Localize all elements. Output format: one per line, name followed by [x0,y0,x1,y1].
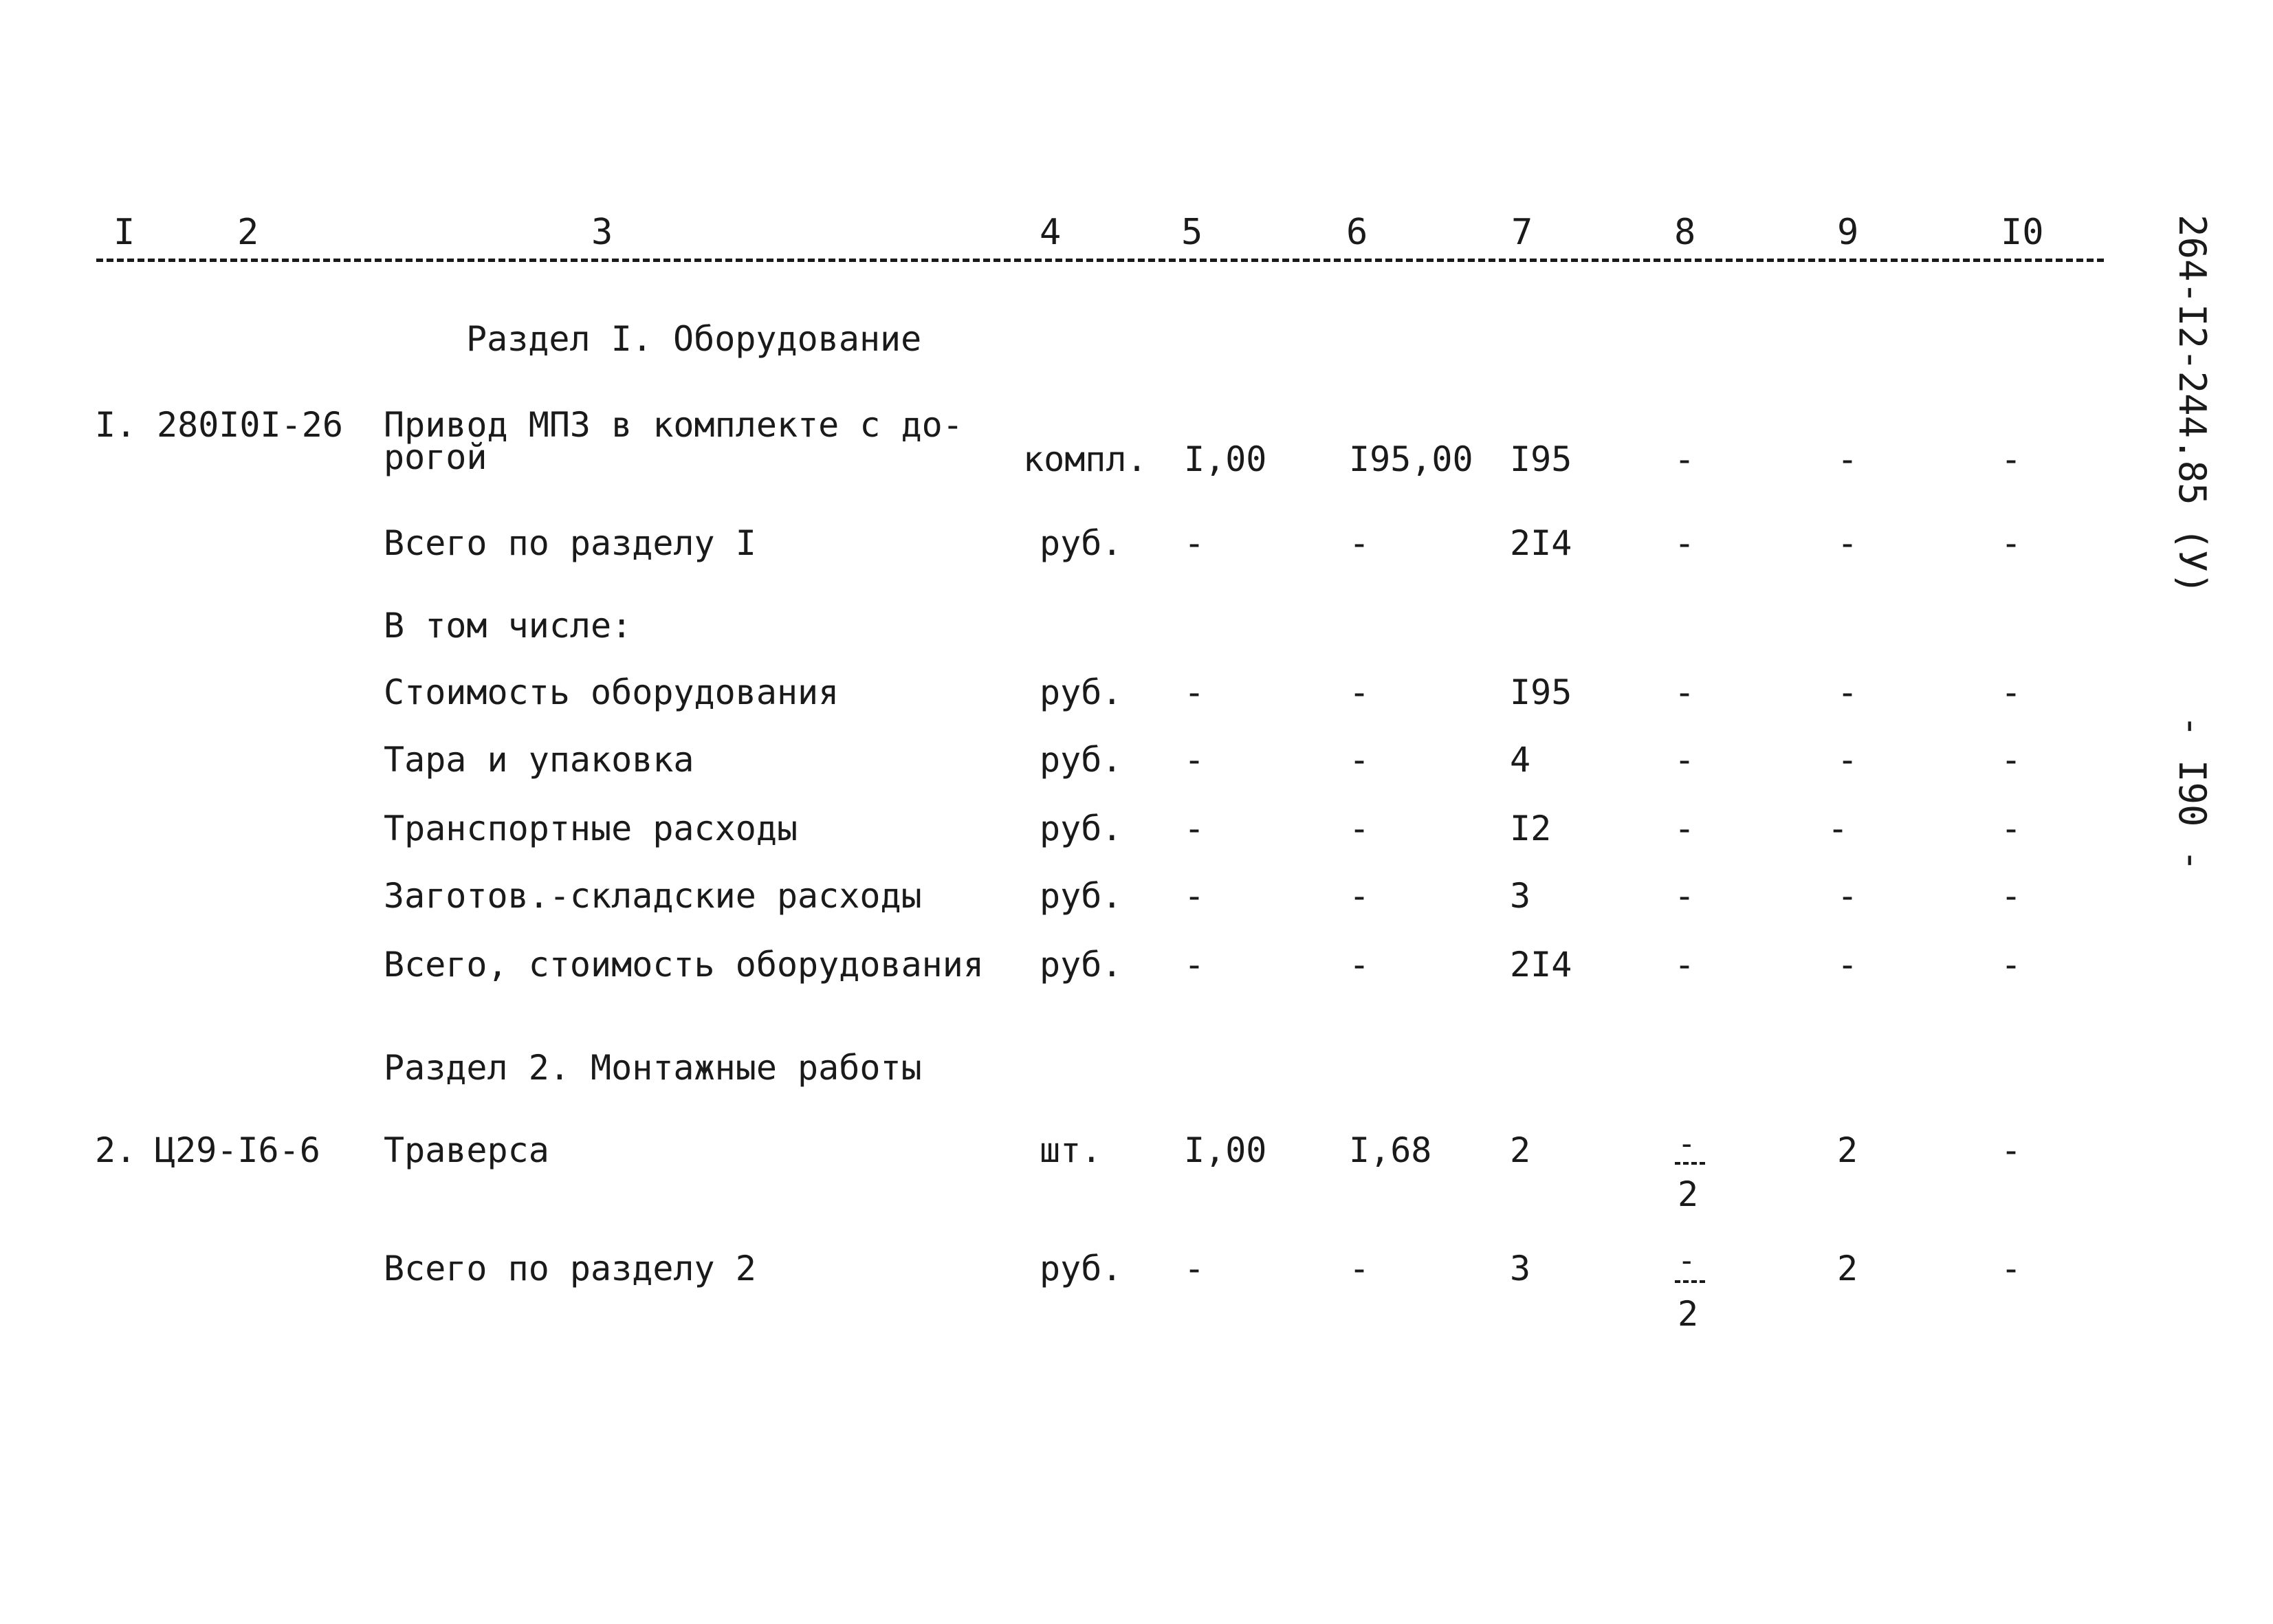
breakdown-row-0-unit: руб. [1040,672,1123,712]
breakdown-row-0-c7: I95 [1510,672,1572,712]
section2-total-c5: - [1184,1249,1205,1288]
section2-total-c6: - [1349,1249,1370,1288]
section2-total-label: Всего по разделу 2 [384,1249,756,1288]
item2-total: 2 [1510,1130,1531,1170]
item2-c10: - [2001,1130,2022,1170]
section1-total-c9: - [1837,523,1858,563]
item2-c8-fraction-line [1675,1162,1705,1165]
breakdown-row-1-c5: - [1184,740,1205,780]
breakdown-row-0-c6: - [1349,672,1370,712]
item2-unit: шт. [1040,1130,1102,1170]
breakdown-row-4-c5: - [1184,945,1205,985]
breakdown-row-3-c10: - [2001,876,2022,916]
breakdown-row-4-c7: 2I4 [1510,945,1572,985]
breakdown-row-1-label: Тара и упаковка [384,740,694,780]
page-number-vertical: - I90 - [2171,715,2214,872]
breakdown-row-1-unit: руб. [1040,740,1123,780]
section2-total-c7: 3 [1510,1249,1531,1288]
section1-total-c8: - [1674,523,1695,563]
section1-total-label: Всего по разделу I [384,523,756,563]
item1-price: I95,00 [1349,439,1473,479]
breakdown-row-2-c9: - [1827,809,1849,848]
item2-qty: I,00 [1184,1130,1267,1170]
section2-total-c9: 2 [1837,1249,1858,1288]
breakdown-row-3-c9: - [1837,876,1858,916]
item2-name: Траверса [384,1130,549,1170]
breakdown-row-0-c8: - [1674,672,1695,712]
breakdown-row-3-c6: - [1349,876,1370,916]
breakdown-row-1-c10: - [2001,740,2022,780]
section2-total-c8-bottom: 2 [1678,1294,1699,1334]
col-header-2: 2 [237,212,259,253]
breakdown-row-3-c8: - [1674,876,1695,916]
col-header-3: 3 [591,212,613,253]
item1-qty: I,00 [1184,439,1267,479]
breakdown-row-1-c8: - [1674,740,1695,780]
breakdown-row-3-label: Заготов.-складские расходы [384,876,922,916]
item1-c10: - [2001,439,2022,479]
breakdown-row-2-unit: руб. [1040,809,1123,848]
breakdown-row-4-c6: - [1349,945,1370,985]
col-header-7: 7 [1511,212,1533,253]
breakdown-row-1-c6: - [1349,740,1370,780]
col-header-4: 4 [1040,212,1062,253]
item2-c8-bottom: 2 [1678,1174,1699,1214]
item1-unit: компл. [1023,439,1148,479]
section2-total-c10: - [2001,1249,2022,1288]
item1-c9: - [1837,439,1858,479]
col-header-9: 9 [1837,212,1859,253]
breakdown-row-2-c8: - [1674,809,1695,848]
item1-code: 280I0I-26 [157,405,343,445]
col-header-1: I [113,212,135,253]
breakdown-row-2-c6: - [1349,809,1370,848]
breakdown-row-0-label: Стоимость оборудования [384,672,839,712]
breakdown-row-1-c7: 4 [1510,740,1531,780]
col-header-8: 8 [1674,212,1696,253]
section1-total-c5: - [1184,523,1205,563]
item1-name-line1: Привод МПЗ в комплекте с до- [384,405,963,445]
item1-number: I. [95,405,137,445]
col-header-5: 5 [1181,212,1203,253]
breakdown-row-2-c7: I2 [1510,809,1552,848]
breakdown-row-0-c10: - [2001,672,2022,712]
item2-number: 2. [95,1130,137,1170]
breakdown-row-2-c5: - [1184,809,1205,848]
col-header-6: 6 [1346,212,1368,253]
breakdown-row-3-unit: руб. [1040,876,1123,916]
section1-title: Раздел I. Оборудование [466,319,922,359]
section2-total-unit: руб. [1040,1249,1123,1288]
item1-c8: - [1674,439,1695,479]
breakdown-row-2-label: Транспортные расходы [384,809,798,848]
section1-total-c10: - [2001,523,2022,563]
section2-total-c8-top: - [1678,1243,1696,1278]
section1-total-c6: - [1349,523,1370,563]
item1-total: I95 [1510,439,1572,479]
breakdown-row-4-c9: - [1837,945,1858,985]
item2-c8-top: - [1678,1126,1696,1161]
item2-code: Ц29-I6-6 [155,1130,320,1170]
section1-total-unit: руб. [1040,523,1123,563]
document-code-vertical: 264-I2-244.85 (У) [2171,215,2214,595]
header-rule [96,259,2104,262]
breakdown-row-2-c10: - [2001,809,2022,848]
breakdown-row-4-label: Всего, стоимость оборудования [384,945,984,985]
breakdown-row-0-c9: - [1837,672,1858,712]
breakdown-row-1-c9: - [1837,740,1858,780]
including-label: В том числе: [384,606,633,646]
breakdown-row-4-c10: - [2001,945,2022,985]
item2-price: I,68 [1349,1130,1432,1170]
breakdown-row-3-c5: - [1184,876,1205,916]
section2-title: Раздел 2. Монтажные работы [384,1048,922,1088]
item2-c9: 2 [1837,1130,1858,1170]
breakdown-row-0-c5: - [1184,672,1205,712]
section2-total-c8-fraction-line [1675,1280,1705,1283]
breakdown-row-4-c8: - [1674,945,1695,985]
breakdown-row-4-unit: руб. [1040,945,1123,985]
col-header-10: I0 [2001,212,2044,253]
section1-total-c7: 2I4 [1510,523,1572,563]
breakdown-row-3-c7: 3 [1510,876,1531,916]
item1-name-line2: рогой [384,437,487,477]
